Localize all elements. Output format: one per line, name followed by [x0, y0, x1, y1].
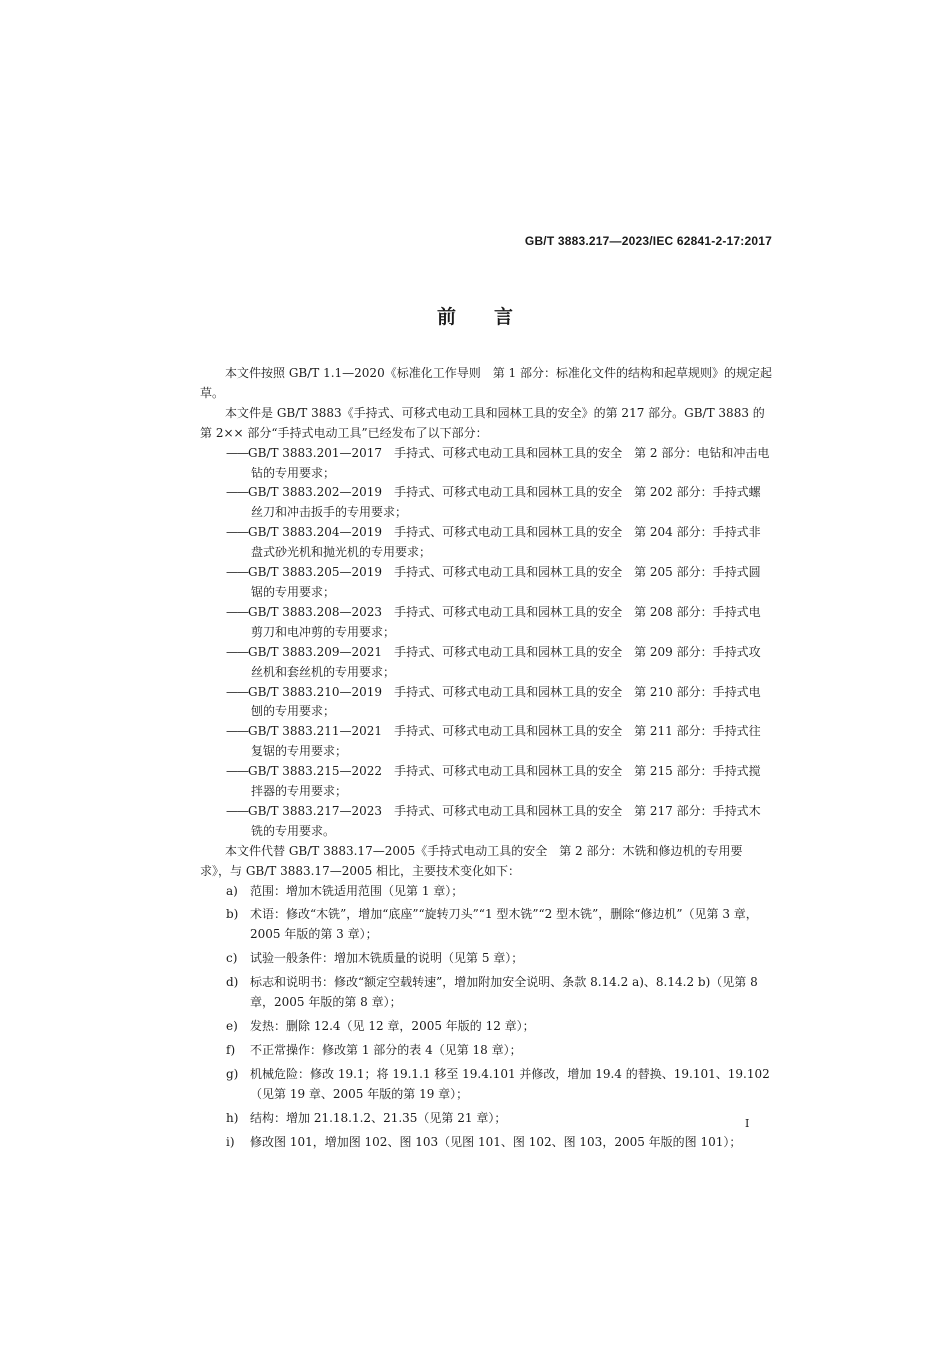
page-title: 前言 [436, 306, 551, 328]
list-marker: b) [226, 907, 239, 922]
list-item: ——GB/T 3883.202—2019 手持式、可移式电动工具和园林工具的安全 第 202 部分：手持式螺丝刀和冲击扳手的专用要求； [226, 485, 761, 520]
standard-code-header: GB/T 3883.217—2023/IEC 62841-2-17:2017 [524, 234, 772, 248]
list-item: ——GB/T 3883.209—2021 手持式、可移式电动工具和园林工具的安全 第 209 部分：手持式攻丝机和套丝机的专用要求； [226, 644, 761, 679]
list-marker: e) [226, 1019, 238, 1033]
dash-marker: —— [226, 684, 248, 699]
list-marker: f) [226, 1042, 236, 1057]
list-item: ——GB/T 3883.208—2023 手持式、可移式电动工具和园林工具的安全 第 208 部分：手持式电剪刀和电冲剪的专用要求； [226, 604, 761, 639]
change-item-d: d) 标志和说明书：修改“额定空载转速”，增加附加安全说明、条款 8.14.2 a)、8.14.2 b)（见第 8 章，2005 年版的第 8 章）； [226, 975, 758, 1010]
list-item: ——GB/T 3883.215—2022 手持式、可移式电动工具和园林工具的安全 第 215 部分：手持式搅拌器的专用要求； [226, 764, 761, 799]
list-item: ——GB/T 3883.204—2019 手持式、可移式电动工具和园林工具的安全 第 204 部分：手持式非盘式砂光机和抛光机的专用要求； [226, 525, 761, 560]
published-parts-list [200, 444, 772, 842]
change-item-c: c) 试验一般条件：增加木铣质量的说明（见第 5 章）； [200, 949, 772, 969]
intro-paragraph-1: 本文件按照 GB/T 1.1—2020《标准化工作导则 第 1 部分：标准化文件的结构和起草规则》的规定起草。 [200, 366, 772, 400]
dash-marker: —— [226, 724, 248, 739]
dash-marker: —— [226, 644, 248, 659]
dash-marker: —— [226, 803, 248, 818]
dash-marker: —— [226, 445, 248, 460]
list-item: ——GB/T 3883.211—2021 手持式、可移式电动工具和园林工具的安全 第 211 部分：手持式往复锯的专用要求； [226, 724, 761, 759]
technical-changes-list [200, 882, 772, 1153]
dash-marker: —— [226, 485, 248, 500]
dash-marker: —— [226, 525, 248, 540]
change-item-h: h) 结构：增加 21.18.1.2、21.35（见第 21 章）； [200, 1109, 772, 1129]
change-item-i: i) 修改图 101，增加图 102、图 103（见图 101、图 102、图 103，2005 年版的图 101）； [200, 1133, 772, 1153]
change-item-e: e) 发热：删除 12.4（见 12 章，2005 年版的 12 章）； [200, 1017, 772, 1037]
list-item: ——GB/T 3883.217—2023 手持式、可移式电动工具和园林工具的安全 第 217 部分：手持式木铣的专用要求。 [226, 803, 761, 838]
change-item-a: a) 范围：增加木铣适用范围（见第 1 章）； [200, 882, 772, 902]
replacement-paragraph: 本文件代替 GB/T 3883.17—2005《手持式电动工具的安全 第 2 部分：木铣和修边机的专用要求》，与 GB/T 3883.17—2005 相比，主要技术变化如下： [200, 843, 743, 878]
page-number: I [745, 1117, 750, 1130]
document-body [200, 364, 772, 1156]
list-marker: g) [226, 1066, 239, 1081]
dash-marker: —— [226, 604, 248, 619]
dash-marker: —— [226, 565, 248, 580]
list-marker: c) [226, 951, 238, 966]
list-item: ——GB/T 3883.205—2019 手持式、可移式电动工具和园林工具的安全 第 205 部分：手持式圆锯的专用要求； [226, 565, 761, 599]
list-item: ——GB/T 3883.210—2019 手持式、可移式电动工具和园林工具的安全 第 210 部分：手持式电刨的专用要求； [226, 684, 761, 719]
change-item-g: g) 机械危险：修改 19.1；将 19.1.1 移至 19.4.101 并修改，增加 19.4 的替换、19.101、19.102（见第 19 章、2005 年版的第 19 章）； [226, 1066, 770, 1101]
intro-paragraph-2: 本文件是 GB/T 3883《手持式、可移式电动工具和园林工具的安全》的第 217 部分。GB/T 3883 的第 2×× 部分“手持式电动工具”已经发布了以下部分： [200, 405, 765, 440]
list-marker: i) [226, 1134, 235, 1149]
change-item-f: f) 不正常操作：修改第 1 部分的表 4（见第 18 章）； [200, 1041, 772, 1061]
change-item-b: b) 术语：修改“木铣”，增加“底座”“旋转刀头”“1 型木铣”“2 型木铣”，删除“修边机”（见第 3 章，2005 年版的第 3 章）； [226, 907, 758, 942]
list-marker: a) [226, 883, 238, 898]
list-marker: d) [226, 975, 239, 990]
list-item: ——GB/T 3883.201—2017 手持式、可移式电动工具和园林工具的安全 第 2 部分：电钻和冲击电钻的专用要求； [226, 445, 770, 480]
dash-marker: —— [226, 764, 248, 779]
list-marker: h) [226, 1110, 239, 1125]
